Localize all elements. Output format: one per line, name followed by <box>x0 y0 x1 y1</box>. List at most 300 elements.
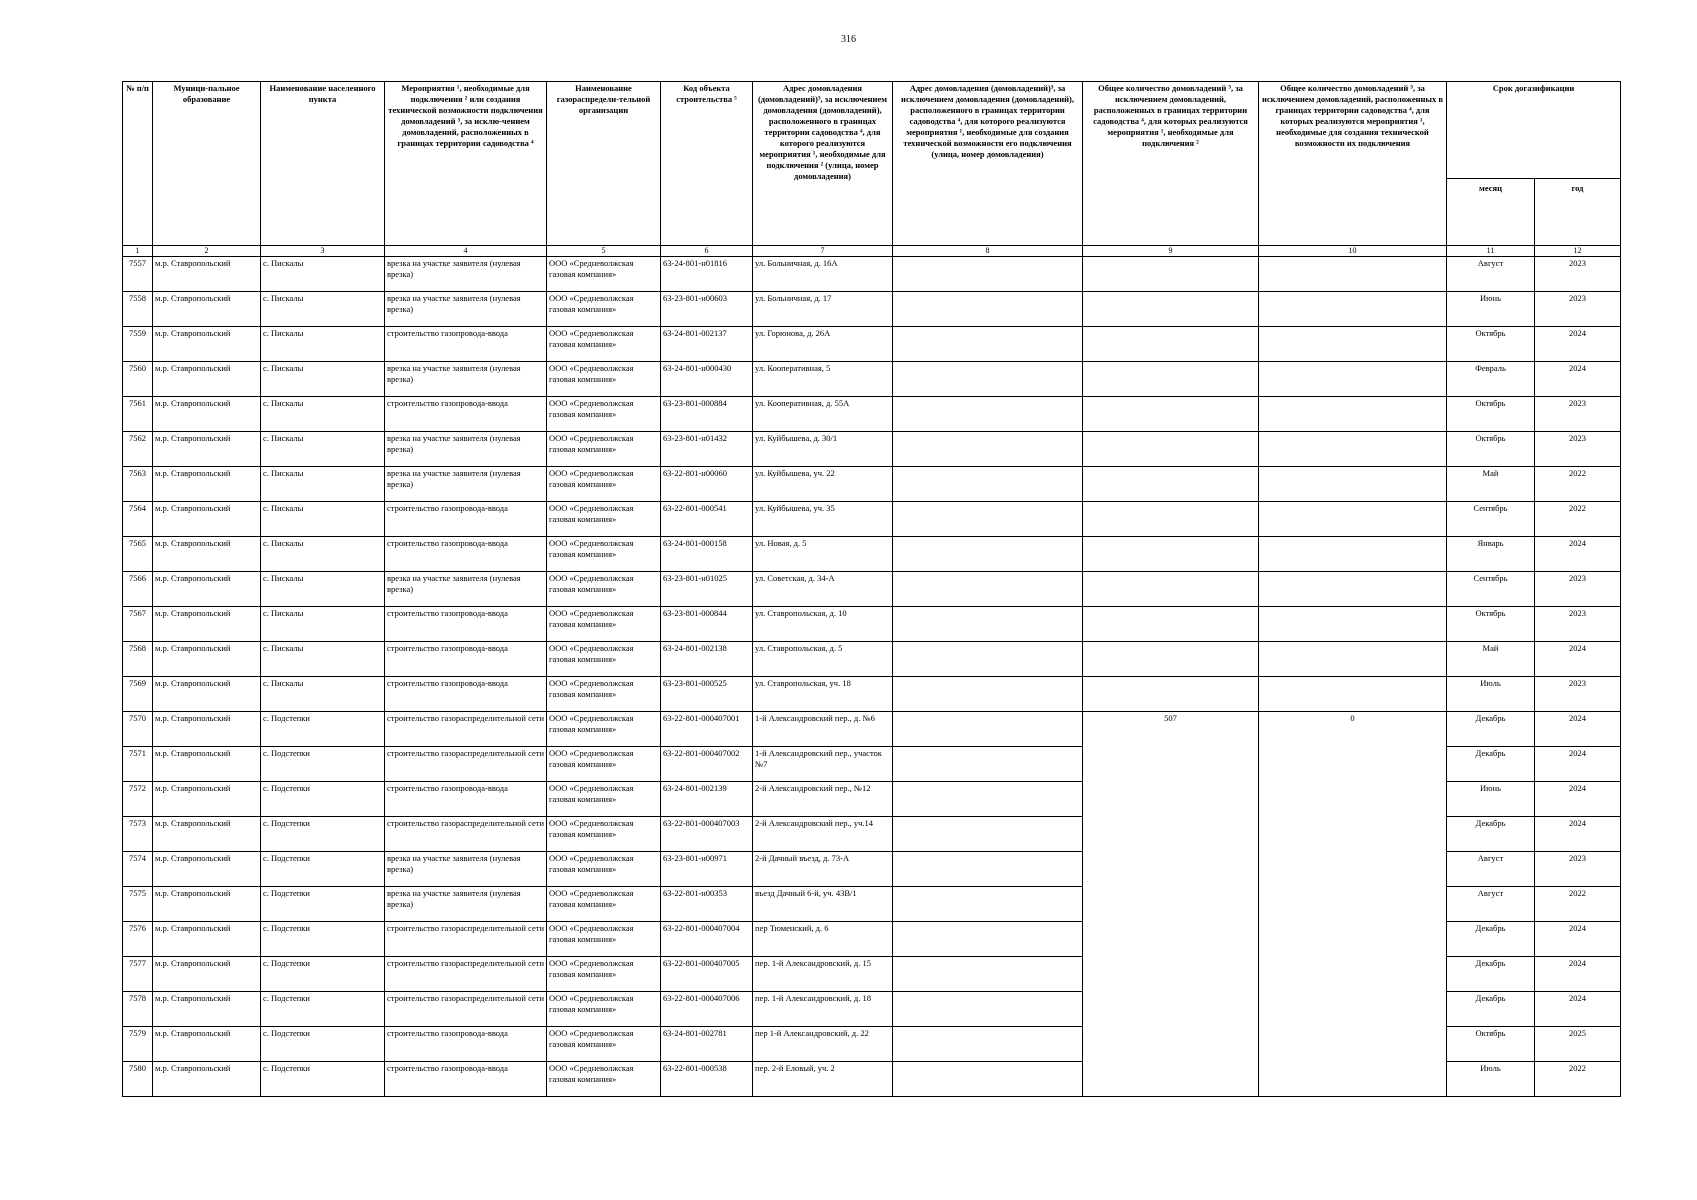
column-number: 11 <box>1447 246 1535 257</box>
count-technical-cell <box>1259 677 1447 712</box>
row-number: 7564 <box>123 502 153 537</box>
column-number: 12 <box>1535 246 1621 257</box>
row-number: 7557 <box>123 257 153 292</box>
year-cell: 2023 <box>1535 677 1621 712</box>
count-connection-cell <box>1083 537 1259 572</box>
month-cell: Август <box>1447 852 1535 887</box>
count-technical-cell <box>1259 362 1447 397</box>
object-code-cell: 63-22-801-000541 <box>661 502 753 537</box>
settlement-cell: с. Подстепки <box>261 782 385 817</box>
header-year: год <box>1535 179 1621 246</box>
settlement-cell: с. Пискалы <box>261 537 385 572</box>
object-code-cell: 63-23-801-000884 <box>661 397 753 432</box>
year-cell: 2024 <box>1535 992 1621 1027</box>
month-cell: Май <box>1447 467 1535 502</box>
settlement-cell: с. Подстепки <box>261 852 385 887</box>
organization-cell: ООО «Средневолжская газовая компания» <box>547 572 661 607</box>
month-cell: Июль <box>1447 677 1535 712</box>
event-cell: строительство газопровода-ввода <box>385 642 547 677</box>
row-number: 7567 <box>123 607 153 642</box>
table-row <box>123 607 1621 642</box>
event-cell: строительство газопровода-ввода <box>385 607 547 642</box>
count-connection-cell <box>1083 607 1259 642</box>
address-cell: ул. Ставропольская, уч. 18 <box>753 677 893 712</box>
year-cell: 2024 <box>1535 362 1621 397</box>
organization-cell: ООО «Средневолжская газовая компания» <box>547 537 661 572</box>
column-number: 2 <box>153 246 261 257</box>
row-number: 7580 <box>123 1062 153 1097</box>
column-number: 1 <box>123 246 153 257</box>
municipality-cell: м.р. Ставропольский <box>153 257 261 292</box>
row-number: 7568 <box>123 642 153 677</box>
event-cell: врезка на участке заявителя (нулевая врезка) <box>385 432 547 467</box>
table-row <box>123 642 1621 677</box>
municipality-cell: м.р. Ставропольский <box>153 887 261 922</box>
count-connection-cell <box>1083 327 1259 362</box>
row-number: 7579 <box>123 1027 153 1062</box>
month-cell: Сентябрь <box>1447 572 1535 607</box>
object-code-cell: 63-24-801-002138 <box>661 642 753 677</box>
year-cell: 2024 <box>1535 957 1621 992</box>
address-technical-cell <box>893 607 1083 642</box>
municipality-cell: м.р. Ставропольский <box>153 642 261 677</box>
month-cell: Декабрь <box>1447 957 1535 992</box>
address-cell: ул. Горюнова, д. 26А <box>753 327 893 362</box>
count-connection-total: 507 <box>1083 712 1259 1097</box>
settlement-cell: с. Подстепки <box>261 747 385 782</box>
event-cell: врезка на участке заявителя (нулевая врезка) <box>385 292 547 327</box>
settlement-cell: с. Пискалы <box>261 362 385 397</box>
municipality-cell: м.р. Ставропольский <box>153 1062 261 1097</box>
settlement-cell: с. Подстепки <box>261 922 385 957</box>
event-cell: строительство газораспределительной сети <box>385 817 547 852</box>
organization-cell: ООО «Средневолжская газовая компания» <box>547 852 661 887</box>
table-row <box>123 432 1621 467</box>
address-technical-cell <box>893 327 1083 362</box>
address-cell: ул. Кооперативная, 5 <box>753 362 893 397</box>
table-row <box>123 712 1621 747</box>
address-technical-cell <box>893 677 1083 712</box>
municipality-cell: м.р. Ставропольский <box>153 957 261 992</box>
event-cell: строительство газораспределительной сети <box>385 712 547 747</box>
count-connection-cell <box>1083 502 1259 537</box>
object-code-cell: 63-22-801-000407005 <box>661 957 753 992</box>
count-connection-cell <box>1083 432 1259 467</box>
event-cell: строительство газораспределительной сети <box>385 922 547 957</box>
month-cell: Декабрь <box>1447 712 1535 747</box>
object-code-cell: 63-22-801-000407003 <box>661 817 753 852</box>
gasification-table <box>122 81 1621 1097</box>
table-row <box>123 362 1621 397</box>
year-cell: 2022 <box>1535 467 1621 502</box>
header-organization: Наименование газораспредели-тельной организации <box>547 82 661 246</box>
address-cell: пер. 2-й Еловый, уч. 2 <box>753 1062 893 1097</box>
count-technical-cell <box>1259 397 1447 432</box>
count-technical-cell <box>1259 572 1447 607</box>
header-settlement: Наименование населенного пункта <box>261 82 385 246</box>
organization-cell: ООО «Средневолжская газовая компания» <box>547 782 661 817</box>
organization-cell: ООО «Средневолжская газовая компания» <box>547 397 661 432</box>
count-connection-cell <box>1083 642 1259 677</box>
year-cell: 2024 <box>1535 642 1621 677</box>
organization-cell: ООО «Средневолжская газовая компания» <box>547 1062 661 1097</box>
month-cell: Октябрь <box>1447 1027 1535 1062</box>
municipality-cell: м.р. Ставропольский <box>153 467 261 502</box>
year-cell: 2023 <box>1535 432 1621 467</box>
address-cell: ул. Советская, д. 34-А <box>753 572 893 607</box>
settlement-cell: с. Пискалы <box>261 502 385 537</box>
month-cell: Октябрь <box>1447 397 1535 432</box>
address-technical-cell <box>893 467 1083 502</box>
event-cell: строительство газопровода-ввода <box>385 1062 547 1097</box>
count-connection-cell <box>1083 677 1259 712</box>
column-number: 6 <box>661 246 753 257</box>
organization-cell: ООО «Средневолжская газовая компания» <box>547 362 661 397</box>
address-cell: пер Тюменский, д. 6 <box>753 922 893 957</box>
settlement-cell: с. Пискалы <box>261 642 385 677</box>
address-technical-cell <box>893 887 1083 922</box>
municipality-cell: м.р. Ставропольский <box>153 327 261 362</box>
count-technical-cell <box>1259 502 1447 537</box>
address-technical-cell <box>893 572 1083 607</box>
address-cell: въезд Дачный 6-й, уч. 43В/1 <box>753 887 893 922</box>
page-number: 316 <box>841 34 856 45</box>
table-row <box>123 257 1621 292</box>
object-code-cell: 63-23-801-н00971 <box>661 852 753 887</box>
column-number: 3 <box>261 246 385 257</box>
event-cell: врезка на участке заявителя (нулевая врезка) <box>385 362 547 397</box>
address-technical-cell <box>893 817 1083 852</box>
organization-cell: ООО «Средневолжская газовая компания» <box>547 607 661 642</box>
address-technical-cell <box>893 362 1083 397</box>
municipality-cell: м.р. Ставропольский <box>153 362 261 397</box>
event-cell: строительство газопровода-ввода <box>385 782 547 817</box>
row-number: 7561 <box>123 397 153 432</box>
month-cell: Октябрь <box>1447 432 1535 467</box>
address-technical-cell <box>893 1062 1083 1097</box>
year-cell: 2024 <box>1535 782 1621 817</box>
municipality-cell: м.р. Ставропольский <box>153 712 261 747</box>
table-row <box>123 397 1621 432</box>
organization-cell: ООО «Средневолжская газовая компания» <box>547 747 661 782</box>
address-cell: ул. Больничная, д. 17 <box>753 292 893 327</box>
year-cell: 2024 <box>1535 817 1621 852</box>
organization-cell: ООО «Средневолжская газовая компания» <box>547 327 661 362</box>
count-technical-cell <box>1259 642 1447 677</box>
row-number: 7558 <box>123 292 153 327</box>
table-row <box>123 327 1621 362</box>
year-cell: 2023 <box>1535 292 1621 327</box>
row-number: 7578 <box>123 992 153 1027</box>
settlement-cell: с. Подстепки <box>261 1027 385 1062</box>
address-cell: ул. Ставропольская, д. 10 <box>753 607 893 642</box>
column-number: 8 <box>893 246 1083 257</box>
header-month: месяц <box>1447 179 1535 246</box>
object-code-cell: 63-22-801-н00353 <box>661 887 753 922</box>
count-technical-cell <box>1259 257 1447 292</box>
municipality-cell: м.р. Ставропольский <box>153 747 261 782</box>
municipality-cell: м.р. Ставропольский <box>153 432 261 467</box>
organization-cell: ООО «Средневолжская газовая компания» <box>547 642 661 677</box>
settlement-cell: с. Пискалы <box>261 397 385 432</box>
address-technical-cell <box>893 712 1083 747</box>
row-number: 7566 <box>123 572 153 607</box>
event-cell: строительство газопровода-ввода <box>385 327 547 362</box>
row-number: 7572 <box>123 782 153 817</box>
month-cell: Декабрь <box>1447 747 1535 782</box>
event-cell: строительство газопровода-ввода <box>385 397 547 432</box>
month-cell: Август <box>1447 887 1535 922</box>
object-code-cell: 63-22-801-000407006 <box>661 992 753 1027</box>
event-cell: строительство газопровода-ввода <box>385 677 547 712</box>
row-number: 7565 <box>123 537 153 572</box>
row-number: 7559 <box>123 327 153 362</box>
header-municipality: Муници-пальное образование <box>153 82 261 246</box>
year-cell: 2025 <box>1535 1027 1621 1062</box>
event-cell: врезка на участке заявителя (нулевая врезка) <box>385 852 547 887</box>
event-cell: строительство газораспределительной сети <box>385 957 547 992</box>
row-number: 7569 <box>123 677 153 712</box>
year-cell: 2024 <box>1535 712 1621 747</box>
header-events: Мероприятия ¹, необходимые для подключения ² или создания технической возможности подключения домовладений ³, за исклю-чением домовладений, расположенных в границах территории садоводства ⁴ <box>385 82 547 246</box>
municipality-cell: м.р. Ставропольский <box>153 677 261 712</box>
count-technical-cell <box>1259 432 1447 467</box>
organization-cell: ООО «Средневолжская газовая компания» <box>547 957 661 992</box>
organization-cell: ООО «Средневолжская газовая компания» <box>547 887 661 922</box>
settlement-cell: с. Пискалы <box>261 572 385 607</box>
year-cell: 2024 <box>1535 327 1621 362</box>
column-number-row <box>123 246 1621 257</box>
settlement-cell: с. Пискалы <box>261 467 385 502</box>
settlement-cell: с. Пискалы <box>261 327 385 362</box>
header-num: № п/п <box>123 82 153 246</box>
month-cell: Декабрь <box>1447 817 1535 852</box>
address-cell: пер. 1-й Александровский, д. 18 <box>753 992 893 1027</box>
month-cell: Декабрь <box>1447 922 1535 957</box>
row-number: 7563 <box>123 467 153 502</box>
object-code-cell: 63-22-801-000538 <box>661 1062 753 1097</box>
municipality-cell: м.р. Ставропольский <box>153 537 261 572</box>
address-cell: 1-й Александровский пер., д. №6 <box>753 712 893 747</box>
organization-cell: ООО «Средневолжская газовая компания» <box>547 432 661 467</box>
organization-cell: ООО «Средневолжская газовая компания» <box>547 257 661 292</box>
organization-cell: ООО «Средневолжская газовая компания» <box>547 292 661 327</box>
address-technical-cell <box>893 992 1083 1027</box>
address-cell: ул. Куйбышева, уч. 22 <box>753 467 893 502</box>
address-technical-cell <box>893 502 1083 537</box>
count-connection-cell <box>1083 467 1259 502</box>
row-number: 7573 <box>123 817 153 852</box>
count-connection-cell <box>1083 572 1259 607</box>
count-connection-cell <box>1083 257 1259 292</box>
row-number: 7576 <box>123 922 153 957</box>
event-cell: строительство газораспределительной сети <box>385 992 547 1027</box>
address-cell: ул. Кооперативная, д. 55А <box>753 397 893 432</box>
settlement-cell: с. Пискалы <box>261 292 385 327</box>
header-address-technical: Адрес домовладения (домовладений)³, за исключением домовладения (домовладений), расположенного в границах территории садоводства ⁴, для которого реализуются мероприятия ¹, необходимые для создания технической возможности его подключения (улица, номер домовладения) <box>893 82 1083 246</box>
organization-cell: ООО «Средневолжская газовая компания» <box>547 817 661 852</box>
header-address-connection: Адрес домовладения (домовладений)³, за исключением домовладения (домовладений), расположенного в границах территории садоводства ⁴, для которого реализуются мероприятия ¹, необходимые для подключения ² (улица, номер домовладения) <box>753 82 893 246</box>
row-number: 7574 <box>123 852 153 887</box>
settlement-cell: с. Пискалы <box>261 432 385 467</box>
object-code-cell: 63-23-801-000525 <box>661 677 753 712</box>
year-cell: 2024 <box>1535 922 1621 957</box>
object-code-cell: 63-23-801-н01025 <box>661 572 753 607</box>
organization-cell: ООО «Средневолжская газовая компания» <box>547 922 661 957</box>
settlement-cell: с. Подстепки <box>261 817 385 852</box>
address-technical-cell <box>893 257 1083 292</box>
event-cell: строительство газораспределительной сети <box>385 747 547 782</box>
organization-cell: ООО «Средневолжская газовая компания» <box>547 992 661 1027</box>
address-technical-cell <box>893 922 1083 957</box>
row-number: 7571 <box>123 747 153 782</box>
month-cell: Июль <box>1447 1062 1535 1097</box>
table-row <box>123 677 1621 712</box>
municipality-cell: м.р. Ставропольский <box>153 502 261 537</box>
address-technical-cell <box>893 1027 1083 1062</box>
settlement-cell: с. Подстепки <box>261 1062 385 1097</box>
address-technical-cell <box>893 432 1083 467</box>
object-code-cell: 63-22-801-000407004 <box>661 922 753 957</box>
month-cell: Декабрь <box>1447 992 1535 1027</box>
address-technical-cell <box>893 852 1083 887</box>
column-number: 4 <box>385 246 547 257</box>
settlement-cell: с. Подстепки <box>261 957 385 992</box>
event-cell: врезка на участке заявителя (нулевая врезка) <box>385 572 547 607</box>
settlement-cell: с. Пискалы <box>261 677 385 712</box>
address-cell: пер. 1-й Александровский, д. 15 <box>753 957 893 992</box>
month-cell: Август <box>1447 257 1535 292</box>
municipality-cell: м.р. Ставропольский <box>153 292 261 327</box>
object-code-cell: 63-24-801-000158 <box>661 537 753 572</box>
year-cell: 2023 <box>1535 852 1621 887</box>
address-cell: 2-й Дачный въезд, д. 73-А <box>753 852 893 887</box>
year-cell: 2024 <box>1535 537 1621 572</box>
municipality-cell: м.р. Ставропольский <box>153 817 261 852</box>
count-technical-cell <box>1259 327 1447 362</box>
column-number: 7 <box>753 246 893 257</box>
table-row <box>123 467 1621 502</box>
event-cell: строительство газопровода-ввода <box>385 502 547 537</box>
count-technical-cell <box>1259 292 1447 327</box>
address-technical-cell <box>893 957 1083 992</box>
object-code-cell: 63-22-801-000407002 <box>661 747 753 782</box>
header-count-connection: Общее количество домовладений ³, за исключением домовладений, расположенных в границах территории садоводства ⁴, для которых реализуются мероприятия ¹, необходимые для подключения ² <box>1083 82 1259 246</box>
address-cell: ул. Ставропольская, д. 5 <box>753 642 893 677</box>
event-cell: строительство газопровода-ввода <box>385 537 547 572</box>
year-cell: 2023 <box>1535 607 1621 642</box>
year-cell: 2022 <box>1535 502 1621 537</box>
count-technical-cell <box>1259 467 1447 502</box>
address-cell: ул. Куйбышева, уч. 35 <box>753 502 893 537</box>
organization-cell: ООО «Средневолжская газовая компания» <box>547 502 661 537</box>
object-code-cell: 63-22-801-н00060 <box>661 467 753 502</box>
event-cell: врезка на участке заявителя (нулевая врезка) <box>385 257 547 292</box>
header-gasification-term: Срок догазификации <box>1447 82 1621 179</box>
count-connection-cell <box>1083 292 1259 327</box>
object-code-cell: 63-24-801-002781 <box>661 1027 753 1062</box>
month-cell: Июнь <box>1447 292 1535 327</box>
row-number: 7575 <box>123 887 153 922</box>
settlement-cell: с. Подстепки <box>261 887 385 922</box>
settlement-cell: с. Пискалы <box>261 607 385 642</box>
header-count-technical: Общее количество домовладений ³, за исключением домовладений, расположенных в границах территории садоводства ⁴, для которых реализуются мероприятия ¹, необходимые для создания технической возможности их подключения <box>1259 82 1447 246</box>
event-cell: строительство газопровода-ввода <box>385 1027 547 1062</box>
row-number: 7570 <box>123 712 153 747</box>
object-code-cell: 63-24-801-н000430 <box>661 362 753 397</box>
table-row <box>123 292 1621 327</box>
month-cell: Февраль <box>1447 362 1535 397</box>
settlement-cell: с. Подстепки <box>261 712 385 747</box>
year-cell: 2022 <box>1535 887 1621 922</box>
column-number: 9 <box>1083 246 1259 257</box>
object-code-cell: 63-24-801-002137 <box>661 327 753 362</box>
municipality-cell: м.р. Ставропольский <box>153 397 261 432</box>
year-cell: 2024 <box>1535 747 1621 782</box>
address-technical-cell <box>893 782 1083 817</box>
address-cell: ул. Куйбышева, д. 30/1 <box>753 432 893 467</box>
count-connection-cell <box>1083 397 1259 432</box>
address-cell: 1-й Александровский пер., участок №7 <box>753 747 893 782</box>
organization-cell: ООО «Средневолжская газовая компания» <box>547 677 661 712</box>
object-code-cell: 63-24-801-н01816 <box>661 257 753 292</box>
address-cell: 2-й Александровский пер., уч.14 <box>753 817 893 852</box>
count-technical-cell <box>1259 607 1447 642</box>
address-technical-cell <box>893 537 1083 572</box>
address-cell: 2-й Александровский пер., №12 <box>753 782 893 817</box>
address-technical-cell <box>893 397 1083 432</box>
year-cell: 2022 <box>1535 1062 1621 1097</box>
settlement-cell: с. Пискалы <box>261 257 385 292</box>
address-technical-cell <box>893 747 1083 782</box>
municipality-cell: м.р. Ставропольский <box>153 922 261 957</box>
month-cell: Июнь <box>1447 782 1535 817</box>
event-cell: врезка на участке заявителя (нулевая врезка) <box>385 467 547 502</box>
settlement-cell: с. Подстепки <box>261 992 385 1027</box>
month-cell: Май <box>1447 642 1535 677</box>
month-cell: Сентябрь <box>1447 502 1535 537</box>
table-row <box>123 502 1621 537</box>
object-code-cell: 63-23-801-н01432 <box>661 432 753 467</box>
column-number: 5 <box>547 246 661 257</box>
month-cell: Январь <box>1447 537 1535 572</box>
municipality-cell: м.р. Ставропольский <box>153 992 261 1027</box>
organization-cell: ООО «Средневолжская газовая компания» <box>547 467 661 502</box>
municipality-cell: м.р. Ставропольский <box>153 1027 261 1062</box>
table-row <box>123 537 1621 572</box>
address-technical-cell <box>893 642 1083 677</box>
address-cell: ул. Новая, д. 5 <box>753 537 893 572</box>
object-code-cell: 63-23-801-н00603 <box>661 292 753 327</box>
organization-cell: ООО «Средневолжская газовая компания» <box>547 1027 661 1062</box>
year-cell: 2023 <box>1535 257 1621 292</box>
count-technical-cell <box>1259 537 1447 572</box>
month-cell: Октябрь <box>1447 607 1535 642</box>
row-number: 7560 <box>123 362 153 397</box>
address-cell: пер 1-й Александровский, д. 22 <box>753 1027 893 1062</box>
event-cell: врезка на участке заявителя (нулевая врезка) <box>385 887 547 922</box>
column-number: 10 <box>1259 246 1447 257</box>
municipality-cell: м.р. Ставропольский <box>153 572 261 607</box>
object-code-cell: 63-24-801-002139 <box>661 782 753 817</box>
table-row <box>123 572 1621 607</box>
municipality-cell: м.р. Ставропольский <box>153 782 261 817</box>
organization-cell: ООО «Средневолжская газовая компания» <box>547 712 661 747</box>
address-technical-cell <box>893 292 1083 327</box>
row-number: 7577 <box>123 957 153 992</box>
month-cell: Октябрь <box>1447 327 1535 362</box>
municipality-cell: м.р. Ставропольский <box>153 607 261 642</box>
